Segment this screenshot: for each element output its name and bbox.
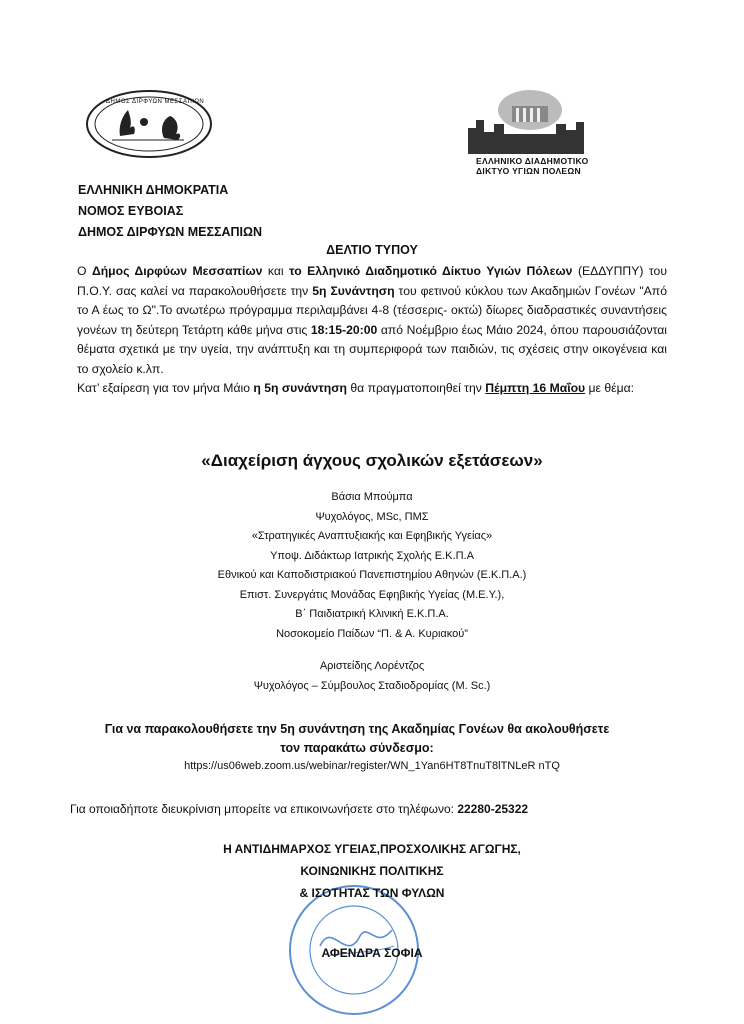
speaker-1-line: Υποψ. Διδάκτωρ Ιατρικής Σχολής Ε.Κ.Π.Α <box>270 549 474 562</box>
speaker-2-name: Αριστείδης Λορέντζος <box>319 660 425 672</box>
signature-title-line: ΚΟΙΝΩΝΙΚΗΣ ΠΟΛΙΤΙΚΗΣ <box>300 864 444 878</box>
network-logo-line2: ΔΙΚΤΥΟ ΥΓΙΩΝ ΠΟΛΕΩΝ <box>476 166 581 176</box>
header-prefecture: ΝΟΜΟΣ ΕΥΒΟΙΑΣ <box>78 204 184 218</box>
cta-line: τον παρακάτω σύνδεσμο: <box>280 741 434 755</box>
zoom-registration-link[interactable]: https://us06web.zoom.us/webinar/register/WN_1Yan6HT8TnuT8lTNLeR nTQ <box>184 760 560 772</box>
speaker-1 <box>0 488 744 644</box>
signature-block <box>0 838 744 964</box>
event-topic: «Διαχείριση άγχους σχολικών εξετάσεων» <box>201 451 543 470</box>
contact-text: Για οποιαδήποτε διευκρίνιση μπορείτε να επικοινωνήσετε στο τηλέφωνο: <box>70 802 458 816</box>
speaker-1-name: Βάσια Μπούμπα <box>331 491 413 503</box>
speaker-1-line: Εθνικού και Καποδιστριακού Πανεπιστημίου Αθηνών (Ε.Κ.Π.Α.) <box>217 569 527 581</box>
header-municipality: ΔΗΜΟΣ ΔΙΡΦΥΩΝ ΜΕΣΣΑΠΙΩΝ <box>78 225 263 239</box>
signatory-name: ΑΦΕΝΔΡΑ ΣΟΦΙΑ <box>321 946 423 960</box>
healthy-cities-emblem-icon <box>466 88 590 154</box>
header-republic: ΕΛΛΗΝΙΚΗ ΔΗΜΟΚΡΑΤΙΑ <box>78 183 229 197</box>
speaker-2 <box>0 657 744 696</box>
press-release-title: ΔΕΛΤΙΟ ΤΥΠΟΥ <box>326 243 418 257</box>
speaker-1-line: Ψυχολόγος, MSc, ΠΜΣ <box>315 510 429 523</box>
speaker-1-line: Επιστ. Συνεργάτις Μονάδας Εφηβικής Υγείας (Μ.Ε.Υ.), <box>239 588 505 601</box>
network-logo-line1: ΕΛΛΗΝΙΚΟ ΔΙΑΔΗΜΟΤΙΚΟ <box>476 156 589 166</box>
healthy-cities-network-logo <box>466 88 590 180</box>
cta-line: Για να παρακολουθήσετε την 5η συνάντηση της Ακαδημίας Γονέων θα ακολουθήσετε <box>104 722 610 736</box>
speaker-1-line: Β΄ Παιδιατρική Κλινική Ε.Κ.Π.Α. <box>295 608 449 620</box>
speaker-1-line: Νοσοκομείο Παίδων “Π. & Α. Κυριακού” <box>276 627 468 640</box>
municipality-logo-label: ΔΗΜΟΣ ΔΙΡΦΥΩΝ ΜΕΣΣΑΠΙΩΝ <box>106 99 205 105</box>
phone-number: 22280-25322 <box>457 802 529 816</box>
signature-title-line: & ΙΣΟΤΗΤΑΣ ΤΩΝ ΦΥΛΩΝ <box>299 886 445 900</box>
registration-instructions <box>77 720 637 758</box>
body-paragraph: Ο Δήμος Διρφύων Μεσσαπίων και το Ελληνικό Διαδημοτικό Δίκτυο Υγιών Πόλεων (ΕΔΔΥΠΠΥ) του Π.Ο.Υ. σας καλεί να παρακολουθήσετε την 5η Συνάντηση του φετινού κύκλου των Ακαδημιών Γονέων "Από το Α έως το Ω".Το ανωτέρω πρόγραμμα περιλαμβάνει 4-8 (τέσσερις- οκτώ) δίωρες διαδραστικές συναντήσεις γονέων τη δεύτερη Τετάρτη κάθε μήνα στις 18:15-20:00 από Νοέμβριο έως Μάιο 2024, όπου παρουσιάζονται θέματα σχετικά με την υγεία, την ανάπτυξη και τη συμπεριφορά των παιδιών, τις σχέσεις στην οικογένεια και το σχολείο κ.λπ. Κατ’ εξαίρεση για τον μήνα Μάιο η 5η συνάντηση θα πραγματοποιηθεί την Πέμπτη 16 Μαΐου με θέμα: <box>77 264 668 395</box>
speaker-1-line: «Στρατηγικές Αναπτυξιακής και Εφηβικής Υγείας» <box>251 530 493 542</box>
contact-line <box>70 802 670 816</box>
speaker-2-line: Ψυχολόγος – Σύμβουλος Σταδιοδρομίας (M. Sc.) <box>253 679 491 692</box>
signature-title-line: Η ΑΝΤΙΔΗΜΑΡΧΟΣ ΥΓΕΙΑΣ,ΠΡΟΣΧΟΛΙΚΗΣ ΑΓΩΓΗΣ, <box>223 842 521 856</box>
